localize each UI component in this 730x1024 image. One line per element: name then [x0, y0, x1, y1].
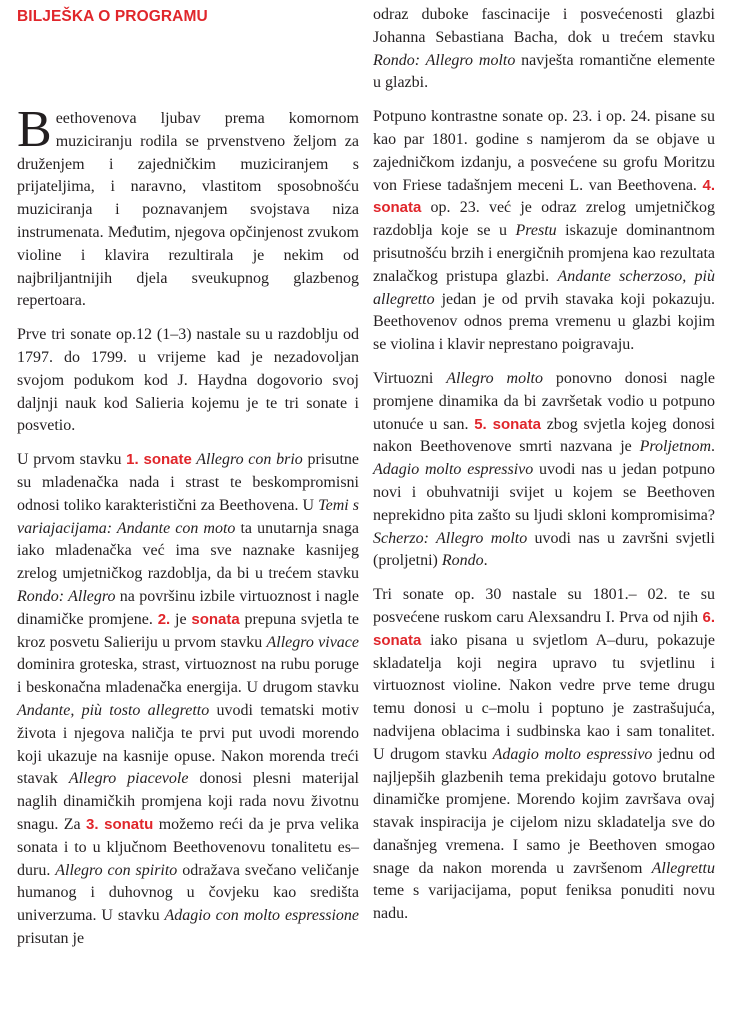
- movement-title: Rondo: [441, 552, 484, 570]
- text-run: ta unutarnja snaga iako mladenačka već ima sve naznake kasnijeg zrelog umjetničkog razdoblja, da bi u trećem stavku: [17, 519, 359, 583]
- intro-paragraph: [17, 101, 359, 313]
- text-run: jednu od najljepših glazbenih tema prekidaju gotovo brutalne dinamičke promjene. Morendo kojim završava ovaj stavak inspiracija je cijelom nizu skladatelja sve do današnjeg vremena. I samo je Beethoven smogao snage da nakon morenda u završenom: [373, 745, 715, 877]
- movement-title: Allegro con spirito: [55, 861, 178, 879]
- movement-title: Adagio molto espressivo: [373, 461, 534, 479]
- movement-title: Andante scherzoso, più allegretto: [373, 267, 715, 308]
- text-run: jedan je od prvih stavaka koji pokazuju. Beethovenov odnos prema vremenu u glazbi kojim se violina i klavir neprestano poigravaju.: [373, 290, 715, 354]
- paragraph-sonata-5: [373, 368, 715, 573]
- paragraph-continued: [373, 4, 715, 95]
- sonata-highlight: 4. sonata: [373, 176, 715, 217]
- movement-title: Andante, più tosto allegretto: [17, 701, 210, 719]
- text-run: iako pisana u svjetlom A–duru, pokazuje skladatelja koji negira upravo tu svjetlinu i virtuoznost violine. Nakon vedre prve teme drugu temu donosi u c–molu i poptuno je zastrašujuća, nadvijena oblacima i sudbinska kao i sam tonalitet. U drugom stavku: [373, 631, 715, 763]
- text-run: uvodi nas u jedan potpuno novi i obuhvatniji svijet u kojem se Beethoven neprekidno pita zašto su ljudi skloni kompromisima?: [373, 461, 715, 524]
- text-run: Potpuno kontrastne sonate op. 23. i op. 24. pisane su kao par 1801. godine s namjerom da se objave u zajedničkom izdanju, a posvećene su grofu Moritzu von Friese tadašnjem meceni L. van Beethovena.: [373, 108, 715, 194]
- text-run: zbog svjetla kojeg donosi nakon Beethovenove smrti nazvana je: [373, 415, 715, 456]
- paragraph-op12: Prve tri sonate op.12 (1–3) nastale su u razdoblju od 1797. do 1799. u vrijeme kad je nezadovoljan svojom podukom kod J. Haydna dogovorio svoj daljnji nauk kod Salieria kojemu je te tri sonate i posvetio.: [17, 326, 359, 435]
- text-run: iskazuje dominantnom prisutnošću brzih i energičnih promjena kao rezultata znalačkog pristupa glazbi.: [373, 222, 715, 285]
- text-run: donosi plesni materijal naglih dinamičkih promjena koji rada novu životnu snagu. Za: [17, 770, 360, 833]
- intro-text: eethovenova ljubav prema komornom muziciranju rodila se prvenstveno željom za druženjem i zajedničkim muziciranjem s prijateljima, i naravno, vlastitom sposobnošću muziciranja i poznavanjem svojstava niza instrumenata. Međutim, njegova opčinjenost zvukom violine i klavira rezultirala je nekim od najbriljantnijih djela sveukupnog glazbenog repertoara.: [17, 110, 359, 310]
- movement-title: Allegro piacevole: [68, 770, 189, 788]
- text-run: prepuna svjetla te kroz posvetu Salieriju u prvom stavku: [17, 610, 360, 651]
- sonata-highlight: 1. sonate: [126, 451, 192, 469]
- text-run: .: [483, 552, 488, 570]
- movement-title: Allegro vivace: [266, 633, 360, 651]
- sonata-highlight: 3. sonatu: [86, 815, 154, 833]
- text-run: na površinu izbile virtuoznost i nagle dinamičke promjene.: [17, 587, 359, 628]
- text-run: .: [711, 438, 715, 456]
- movement-title: Adagio con molto espressione: [164, 907, 360, 925]
- sonata-highlight: sonata: [191, 610, 240, 628]
- text-run: Virtuozni: [373, 369, 447, 387]
- paragraph-op23-24: [373, 106, 715, 357]
- text-run: navješta romantične elemente u glazbi.: [373, 51, 715, 92]
- movement-title: Rondo: Allegro molto: [373, 51, 516, 69]
- text-run: op. 23. već je odraz zrelog umjetničkog razdoblja koje se u: [373, 199, 715, 240]
- sonata-highlight: 2.: [157, 610, 171, 628]
- movement-title: Proljetnom: [639, 438, 711, 456]
- movement-title: Prestu: [515, 222, 557, 240]
- text-run: uvodi tematski motiv života i njegova naličja te prvi put uvodi morendo koji ukazuje na kasnije opuse. Nakon morenda treći stavak: [17, 701, 359, 788]
- text-run: odraz duboke fascinacije i posvećenosti glazbi Johanna Sebastiana Bacha, dok u trećem stavku: [373, 6, 715, 46]
- movement-title: Allegro molto: [446, 369, 544, 387]
- paragraph-op30: [373, 584, 715, 926]
- text-run: prisutne su mladenačka nada i strast te beskompromisni odnosi toliko karakteristični za Beethovena. U: [17, 451, 359, 514]
- text-run: Tri sonate op. 30 nastale su 1801.– 02. te su posvećene ruskom caru Alexsandru I. Prva od njih: [373, 586, 715, 626]
- drop-cap: B: [17, 101, 52, 158]
- text-run: U prvom stavku: [17, 451, 127, 469]
- text-run: teme s varijacijama, poput feniksa ponuditi novu nadu.: [373, 882, 715, 923]
- text-run: odražava svečano veličanje humanog i duhovnog u čovjeku kao središta univerzuma. U stavku: [17, 861, 360, 925]
- text-run: je: [170, 610, 192, 628]
- movement-title: Temi s variajacijama: Andante con moto: [17, 496, 359, 537]
- text-run: prisutan je: [17, 929, 85, 947]
- text-run: uvodi nas u završni svjetli (proljetni): [373, 529, 715, 570]
- movement-title: Adagio molto espressivo: [492, 745, 653, 763]
- sonata-highlight: 6. sonata: [373, 608, 715, 649]
- left-column: [17, 0, 359, 951]
- sonata-highlight: 5. sonata: [474, 415, 541, 433]
- section-heading: BILJEŠKA O PROGRAMU: [17, 8, 208, 25]
- movement-title: Allegro con brio: [191, 451, 303, 469]
- movement-title: Scherzo: Allegro molto: [373, 529, 528, 547]
- right-column: [373, 0, 715, 926]
- text-run: ponovno donosi nagle promjene dinamika da bi završetak vodio u potpuno utonuće u san.: [373, 369, 716, 433]
- movement-title: Rondo: Allegro: [17, 587, 116, 605]
- movement-title: Allegrettu: [651, 859, 715, 877]
- paragraph-sonatas-1-3: [17, 449, 359, 951]
- text-run: dominira groteska, strast, virtuoznost na rubu poruge i beskonačna mladenačka energija. U drugom stavku: [17, 656, 359, 697]
- text-run: možemo reći da je prva velika sonata i to u ključnom Beethovenovu tonalitetu es–duru.: [17, 815, 359, 879]
